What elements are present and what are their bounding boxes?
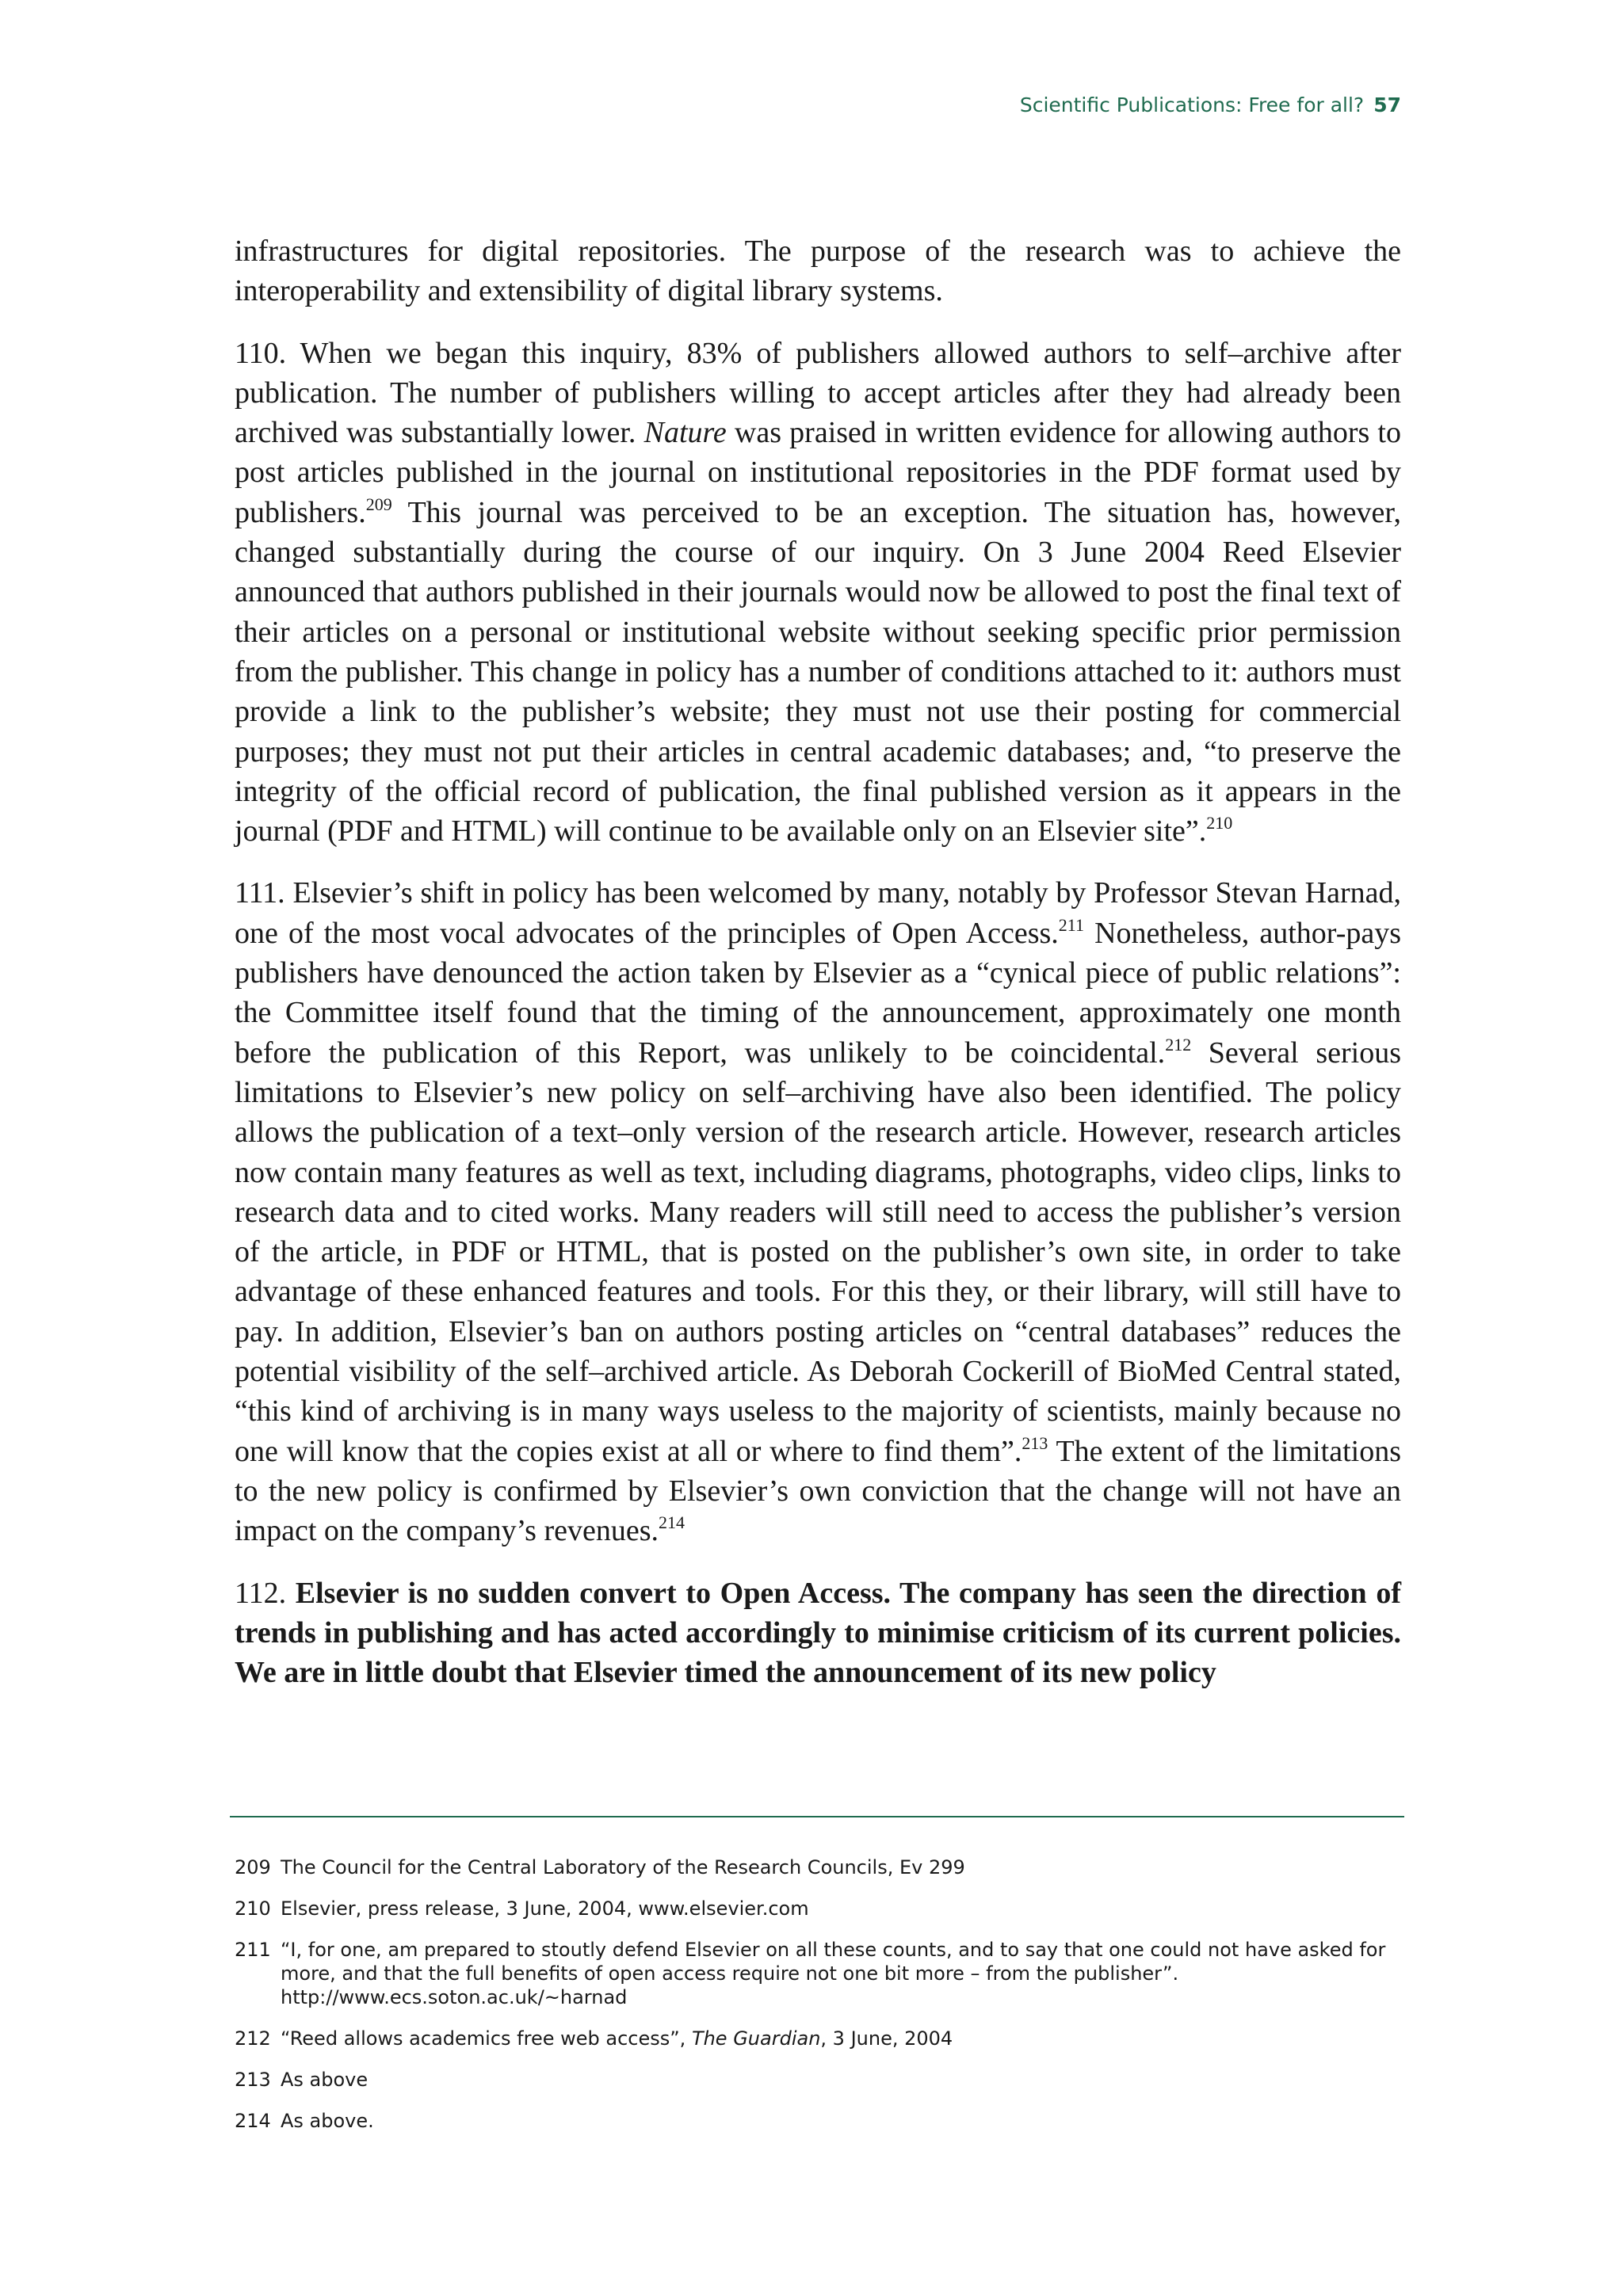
text-run: The extent of the limitations to the new policy is confirmed by Elsevier’s own conviction that the change will not have an impact on the company’s revenues.	[235, 1434, 1401, 1548]
paragraph-number: 112.	[235, 1576, 296, 1610]
running-header	[1020, 93, 1401, 116]
footnote-text: “I, for one, am prepared to stoutly defend Elsevier on all these counts, and to say that one could not have asked for more, and that the full benefits of open access require not one bit more – from the publisher”. http://www.ecs.soton.ac.uk/~harnad	[281, 1939, 1386, 2008]
text-run: 111. Elsevier’s shift in policy has been welcomed by many, notably by Professor Stevan Harnad, one of the most vocal advocates of the principles of Open Access.	[235, 876, 1401, 950]
paragraph-110	[235, 334, 1401, 852]
footnotes	[235, 1855, 1401, 2150]
conclusion-text: Elsevier is no sudden convert to Open Access. The company has seen the direction of trends in publishing and has acted accordingly to minimise criticism of its current policies. We are in little doubt that Elsevier timed the announcement of its new policy	[235, 1576, 1401, 1690]
footnote-item	[235, 2109, 1401, 2133]
footnote-number: 210	[235, 1897, 271, 1920]
text-run: Several serious limitations to Elsevier’s new policy on self–archiving have also been identified. The policy allows the publication of a text–only version of the research article. However, research articles now contain many features as well as text, including diagrams, photographs, video clips, links to research data and to cited works. Many readers will still need to access the publisher’s version of the article, in PDF or HTML, that is posted on the publisher’s own site, in order to take advantage of these enhanced features and tools. For this they, or their library, will still have to pay. In addition, Elsevier’s ban on authors posting articles on “central databases” reduces the potential visibility of the self–archived article. As Deborah Cockerill of BioMed Central stated, “this kind of archiving is in many ways useless to the majority of scientists, mainly because no one will know that the copies exist at all or where to find them”.	[235, 1035, 1401, 1468]
footnote-item	[235, 2068, 1401, 2092]
footnote-item	[235, 2027, 1401, 2050]
footnote-text: As above	[281, 2069, 369, 2091]
paragraph-111	[235, 873, 1401, 1550]
footnote-number: 213	[235, 2069, 271, 2091]
footnote-text: As above.	[281, 2110, 374, 2132]
footnote-ref[interactable]: 211	[1058, 914, 1084, 935]
footnote-ref[interactable]: 210	[1206, 813, 1233, 833]
running-title: Scientific Publications: Free for all?	[1019, 93, 1365, 116]
footnote-number: 212	[235, 2027, 271, 2050]
footnote-item	[235, 1855, 1401, 1879]
text-run: Nonetheless, author-pays publishers have denounced the action taken by Elsevier as a “cynical piece of public relations”: the Committee itself found that the timing of the announcement, approximately one month before the publication of this Report, was unlikely to be coincidental.	[235, 916, 1402, 1070]
footnote-number: 211	[235, 1939, 271, 1961]
footnote-text: The Council for the Central Laboratory of the Research Councils, Ev 299	[281, 1856, 965, 1878]
text-run: was praised in written evidence for allowing authors to post articles published in the journal on institutional repositories in the PDF format used by publishers.	[235, 416, 1401, 529]
footnote-number: 214	[235, 2110, 271, 2132]
text-run: “Reed allows academics free web access”,	[281, 2027, 692, 2050]
footnote-number: 209	[235, 1856, 271, 1878]
footnote-ref[interactable]: 212	[1165, 1034, 1192, 1055]
footnote-ref[interactable]: 213	[1022, 1432, 1048, 1453]
footnote-divider	[230, 1816, 1404, 1817]
footnote-item	[235, 1938, 1401, 2009]
journal-name: Nature	[643, 416, 727, 450]
footnote-item	[235, 1897, 1401, 1920]
text-run: This journal was perceived to be an exception. The situation has, however, changed substantially during the course of our inquiry. On 3 June 2004 Reed Elsevier announced that authors published in their journals would now be allowed to post the final text of their articles on a personal or institutional website without seeking specific prior permission from the publisher. This change in policy has a number of conditions attached to it: authors must provide a link to the publisher’s website; they must not use their posting for commercial purposes; they must not put their articles in central academic databases; and, “to preserve the integrity of the official record of publication, the final published version as it appears in the journal (PDF and HTML) will continue to be available only on an Elsevier site”.	[235, 495, 1401, 849]
footnote-ref[interactable]: 209	[365, 494, 392, 514]
newspaper-name: The Guardian	[691, 2027, 821, 2050]
paragraph-continued: infrastructures for digital repositories. The purpose of the research was to achieve the interoperability and extensibility of digital library systems.	[235, 235, 1401, 308]
footnote-text: Elsevier, press release, 3 June, 2004, www.elsevier.com	[281, 1897, 809, 1920]
paragraph-112	[235, 1573, 1401, 1693]
text-run: 110. When we began this inquiry, 83% of publishers allowed authors to self–archive after publication. The number of publishers willing to accept articles after they had already been archived was substantially lower.	[235, 336, 1401, 450]
footnote-ref[interactable]: 214	[659, 1512, 685, 1533]
body-text	[235, 231, 1401, 1692]
text-run: , 3 June, 2004	[820, 2027, 953, 2050]
page-number: 57	[1373, 93, 1401, 116]
footnote-text	[281, 2027, 1401, 2050]
